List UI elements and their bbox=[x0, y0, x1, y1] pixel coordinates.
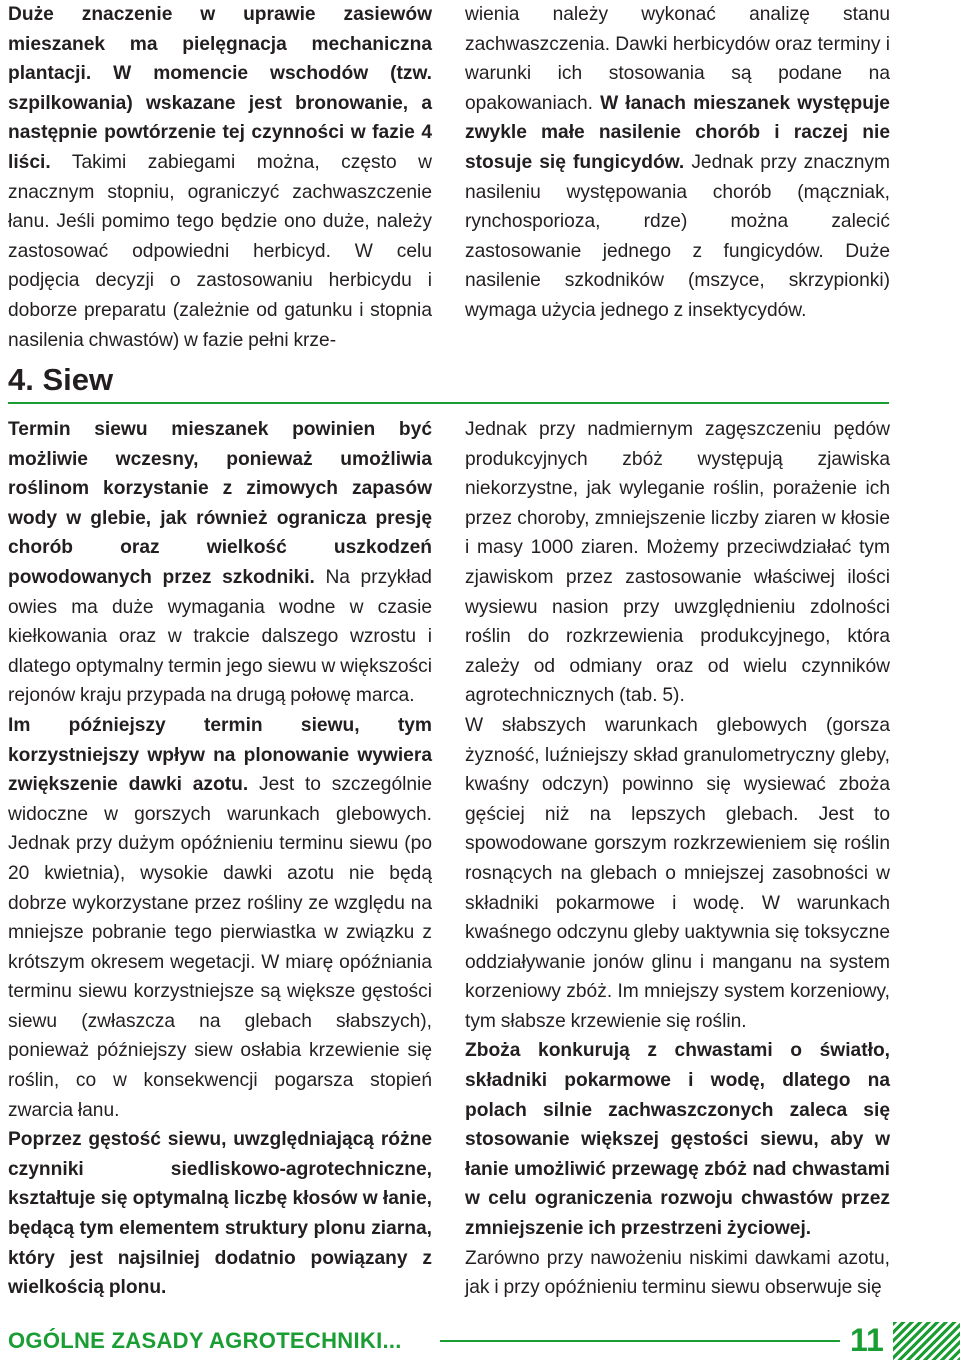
text: Takimi zabiegami można, często w znacznym stopniu, ograniczyć zachwaszczenie łanu. Jeśli pomimo tego będzie ono duże, należy zastosować odpowiedni herbicyd. W celu podjęcia decyzji o zastosowaniu herbicydu i doborze preparatu (zależnie od gatunku i stopnia nasilenia chwastów) w fazie pełni krze- bbox=[8, 151, 433, 351]
text: Na przykład owies ma duże wymagania wodne w czasie kiełkowania oraz w trakcie dalszego wzrostu i dlatego optymalny termin jego siewu w większości rejonów kraju przypada na drugą połowę marca. bbox=[8, 566, 432, 707]
column-top-left bbox=[8, 0, 432, 355]
column-bottom-right bbox=[465, 415, 890, 1303]
section-heading: 4. Siew bbox=[8, 362, 114, 397]
column-top-right bbox=[465, 0, 890, 326]
bold-text: Im późniejszy termin siewu, tym korzystniejszy wpływ na plonowanie wywiera zwiększenie dawki azotu. bbox=[8, 714, 432, 796]
column-bottom-left bbox=[8, 415, 432, 1303]
page-number: 11 bbox=[850, 1322, 884, 1358]
footer-divider bbox=[440, 1340, 840, 1342]
paragraph: W słabszych warunkach glebowych (gorsza żyzność, luźniejszy skład granulometryczny gleby, kwaśny odczyn) powinno się wysiewać zboża gęściej niż na lepszych glebach. Jest to spowodowane gorszym rozkrzewieniem się roślin rosnących na glebach o mniejszej zasobności w składniki pokarmowe i wodę. W warunkach kwaśnego odczynu gleby uaktywnia się toksyczne oddziaływanie jonów glinu i manganu na system korzeniowy zbóż. Im mniejszy system korzeniowy, tym słabsze krzewienie się roślin. bbox=[465, 714, 890, 1032]
paragraph bbox=[8, 0, 432, 355]
paragraph bbox=[8, 1125, 432, 1303]
paragraph bbox=[8, 711, 432, 1125]
bold-text: W łanach mieszanek występuje zwykle małe nasilenie chorób i raczej nie stosuje się fungicydów. bbox=[465, 92, 890, 173]
paragraph bbox=[465, 1036, 890, 1243]
text: wienia należy wykonać analizę stanu zachwaszczenia. Dawki herbicydów oraz terminy i warunki ich stosowania są podane na opakowaniach. bbox=[465, 4, 890, 114]
paragraph bbox=[465, 0, 890, 326]
bold-text: Termin siewu mieszanek powinien być możliwie wczesny, ponieważ umożliwia roślinom korzystanie z zimowych zapasów wody w glebie, jak również ogranicza presję chorób oraz wielkość uszkodzeń powodowanych przez szkodniki. bbox=[8, 419, 432, 588]
paragraph: Jednak przy nadmiernym zagęszczeniu pędów produkcyjnych zbóż występują zjawiska niekorzystne, jak wyleganie roślin, porażenie ich przez choroby, zmniejszenie liczby ziaren w kłosie i masy 1000 ziaren. Możemy przeciwdziałać tym zjawiskom przez zastosowanie właściwej ilości wysiewu nasion przy uwzględnieniu zdolności roślin do rozkrzewienia produkcyjnego, która zależy od odmiany oraz od wielu czynników agrotechnicznych (tab. 5). bbox=[465, 419, 890, 707]
bold-text: Duże znaczenie w uprawie zasiewów mieszanek ma pielęgnacja mechaniczna plantacji. W momencie wschodów (tzw. szpilkowania) wskazane jest bronowanie, a następnie powtórzenie tej czynności w fazie 4 liści. bbox=[8, 4, 432, 173]
bold-text: Zboża konkurują z chwastami o światło, składniki pokarmowe i wodę, dlatego na polach silnie zachwaszczonych zaleca się stosowanie większej gęstości siewu, aby w łanie umożliwić przewagę zbóż nad chwastami w celu ograniczenia rozwoju chwastów przez zmniejszenie ich przestrzeni życiowej. bbox=[465, 1040, 890, 1240]
section-divider bbox=[8, 402, 889, 404]
footer-title: OGÓLNE ZASADY AGROTECHNIKI... bbox=[8, 1328, 402, 1353]
paragraph: Zarówno przy nawożeniu niskimi dawkami azotu, jak i przy opóźnieniu terminu siewu obserwuje się bbox=[465, 1247, 890, 1299]
paragraph bbox=[8, 415, 432, 711]
bold-text: Poprzez gęstość siewu, uwzględniającą różne czynniki siedliskowo-agrotechniczne, kształtuje się optymalną liczbę kłosów w łanie, będącą tym elementem struktury plonu ziarna, który jest najsilniej dodatnio powiązany z wielkością plonu. bbox=[8, 1129, 432, 1299]
text: Jest to szczególnie widoczne w gorszych warunkach glebowych. Jednak przy dużym opóźnieniu terminu siewu (po 20 kwietnia), wysokie dawki azotu nie będą dobrze wykorzystane przez rośliny ze względu na mniejsze pobranie tego pierwiastka w związku z krótszym okresem wegetacji. W miarę opóźniania terminu siewu korzystniejsze są większe gęstości siewu (zwłaszcza na glebach słabszych), ponieważ późniejszy siew osłabia krzewienie się roślin, co w konsekwencji pogarsza stopień zwarcia łanu. bbox=[8, 774, 432, 1121]
corner-hatch-decoration bbox=[893, 1322, 960, 1360]
text: Jednak przy znacznym nasileniu występowania chorób (mączniak, rynchosporioza, rdze) można zalecić zastosowanie jednego z fungicydów. Duże nasilenie szkodników (mszyce, skrzypionki) wymaga użycia jednego z insektycydów. bbox=[465, 151, 890, 321]
